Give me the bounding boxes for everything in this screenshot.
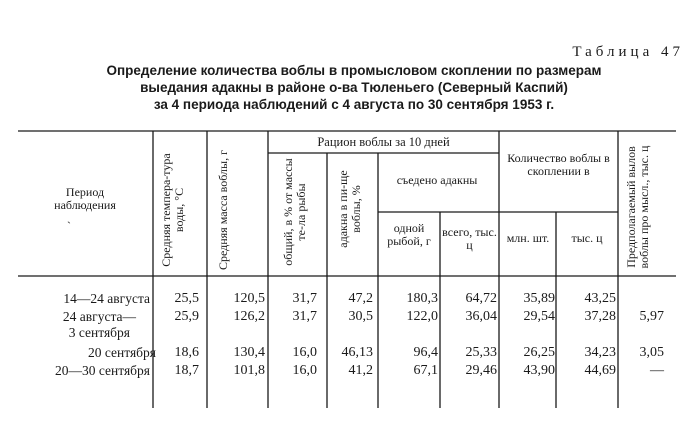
header-count-centners: тыс. ц [571,231,603,245]
row-3-eaten-total: 25,33 [465,345,497,360]
row-2-period-continued: 3 сентября [68,325,130,340]
row-4-eaten-total: 29,46 [465,363,497,378]
header-count-group: Количество воблы в скоплении в [507,151,610,178]
row-3-mass: 130,4 [233,345,265,360]
row-4-adacna: 41,2 [348,363,373,378]
row-1-adacna: 47,2 [348,291,373,306]
header-count-mln: млн. шт. [506,231,550,245]
row-2-catch: 5,97 [639,309,664,324]
row-4-count-mln: 43,90 [523,363,555,378]
row-4-period: 20—30 сентября [54,363,150,378]
row-3-catch: 3,05 [639,345,664,360]
row-2-eaten-total: 36,04 [465,309,497,324]
row-1-mass: 120,5 [233,291,265,306]
title-line-2: выедания адакны в районе о-ва Тюленьего (Северный Каспий) [140,80,568,95]
row-2-temperature: 25,9 [174,309,199,324]
row-4-ration-total: 16,0 [292,363,317,378]
header-ration-total-pct: общий, в % от массы те-ла рыбы [281,158,308,266]
row-3-count-centners: 34,23 [584,345,616,360]
row-3-ration-total: 16,0 [292,345,317,360]
header-eaten-group: съедено адакны [396,173,478,187]
row-1-temperature: 25,5 [174,291,199,306]
row-3-temperature: 18,6 [174,345,199,360]
row-1-per-fish: 180,3 [406,291,438,306]
header-eaten-total: всего, тыс. ц [442,225,497,252]
row-1-period: 14—24 августа [63,291,150,306]
header-period-tick: ` [67,219,71,233]
table-number: Таблица 47 [572,44,684,60]
row-1-ration-total: 31,7 [292,291,317,306]
row-1-count-centners: 43,25 [584,291,616,306]
header-eaten-per-fish: одной рыбой, г [387,221,431,248]
row-4-catch: — [650,363,664,378]
row-4-mass: 101,8 [233,363,265,378]
row-2-period: 24 августа— [62,309,136,324]
row-2-per-fish: 122,0 [406,309,438,324]
row-3-per-fish: 96,4 [413,345,438,360]
row-4-count-centners: 44,69 [584,363,616,378]
row-3-adacna: 46,13 [341,345,373,360]
row-2-ration-total: 31,7 [292,309,317,324]
header-adacna-pct: адакна в пи-ще воблы, % [336,170,363,248]
row-4-temperature: 18,7 [174,363,199,378]
header-temperature: Средняя темпера-тура воды, °С [159,153,186,267]
header-mass: Средняя масса воблы, г [216,149,230,271]
row-2-count-centners: 37,28 [584,309,616,324]
row-2-mass: 126,2 [233,309,265,324]
row-4-per-fish: 67,1 [413,363,438,378]
row-1-count-mln: 35,89 [523,291,555,306]
row-2-count-mln: 29,54 [523,309,555,324]
row-3-period: 20 сентября [87,345,156,360]
row-3-count-mln: 26,25 [523,345,555,360]
title-line-1: Определение количества воблы в промысловом скоплении по размерам [106,63,602,78]
row-1-eaten-total: 64,72 [465,291,497,306]
header-ration-group: Рацион воблы за 10 дней [317,135,450,149]
title-line-3: за 4 периода наблюдений с 4 августа по 30 сентября 1953 г. [153,97,555,112]
row-2-adacna: 30,5 [348,309,373,324]
header-period: Период наблюдения [54,185,116,212]
header-catch: Предполагаемый вылов воблы про мысл., тыс. ц [624,145,651,269]
